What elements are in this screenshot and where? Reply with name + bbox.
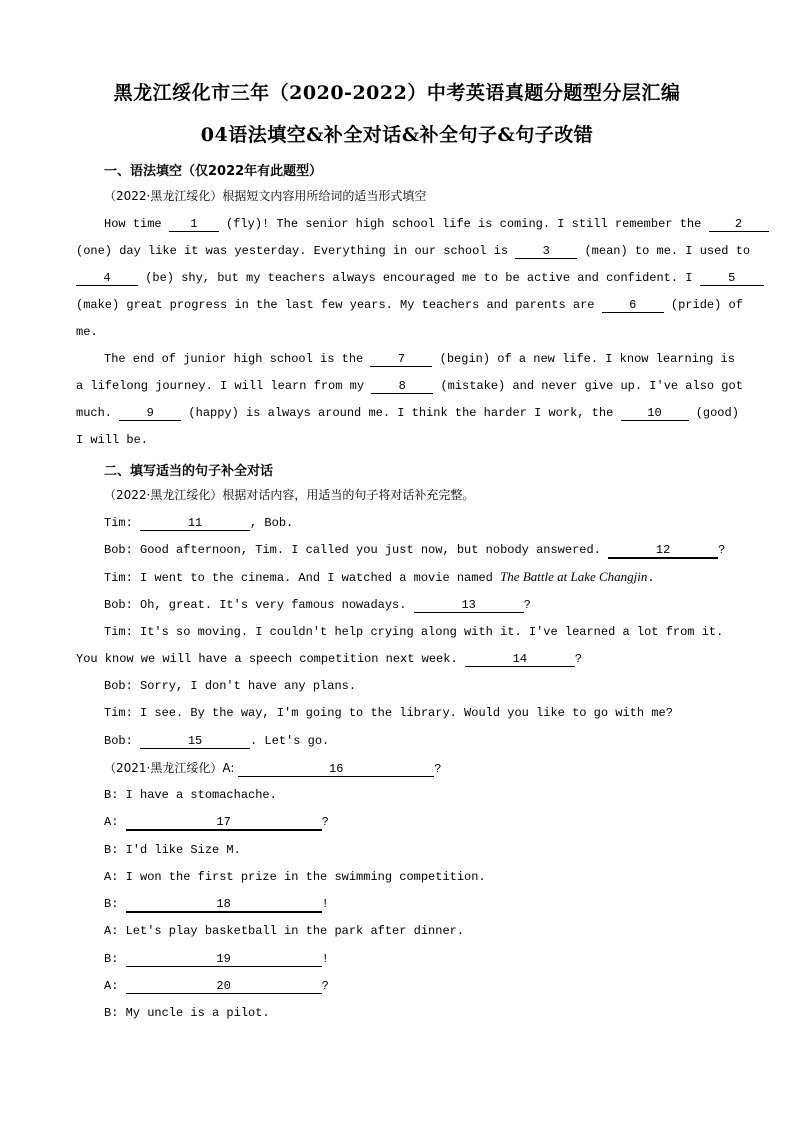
blank-15[interactable]: 15	[140, 735, 250, 749]
dialogue-text: ?	[321, 815, 329, 829]
blank-19[interactable]: 19	[126, 953, 322, 967]
passage-text: (mistake) and never give up. I've also got	[433, 379, 743, 393]
dialogue-text: B:	[104, 952, 126, 966]
passage-line	[76, 378, 743, 394]
passage-text: (happy) is always around me. I think the harder I work, the	[181, 406, 621, 420]
dialogue-text: ?	[718, 543, 726, 557]
dialogue-text: ?	[321, 979, 329, 993]
dialogue-line	[104, 814, 718, 831]
passage-text: (mean) to me. I used to	[577, 244, 751, 258]
dialogue-text: . Let's go.	[250, 734, 330, 748]
blank-20[interactable]: 20	[126, 980, 322, 994]
blank-13[interactable]: 13	[414, 599, 524, 613]
dialogue-text: !	[321, 952, 329, 966]
blank-5[interactable]: 5	[700, 272, 764, 286]
dialogue-line	[104, 951, 718, 967]
passage-text: (pride) of	[663, 298, 743, 312]
dialogue-text: , Bob.	[250, 516, 294, 530]
document-subtitle: 04语法填空&补全对话&补全句子&句子改错	[200, 124, 594, 146]
blank-3[interactable]: 3	[515, 245, 577, 259]
dialogue-line	[76, 651, 718, 667]
dialogue-line	[104, 515, 718, 531]
blank-1[interactable]: 1	[169, 218, 219, 232]
passage-text: much.	[76, 406, 120, 420]
dialogue-line: A: I won the first prize in the swimming competition.	[104, 870, 486, 884]
blank-10[interactable]: 10	[621, 407, 689, 421]
question-source: （2022·黑龙江绥化）根据对话内容，用适当的句子将对话补充完整。	[104, 488, 475, 502]
passage-text: (one) day like it was yesterday. Everything in our school is	[76, 244, 516, 258]
passage-text: (begin) of a new life. I know learning is	[432, 352, 735, 366]
blank-9[interactable]: 9	[119, 407, 181, 421]
blank-6[interactable]: 6	[602, 299, 664, 313]
movie-title: The Battle at Lake Changjin	[500, 569, 648, 584]
dialogue-line: B: I have a stomachache.	[104, 788, 277, 802]
blank-16[interactable]: 16	[238, 763, 434, 777]
dialogue-line	[104, 978, 718, 994]
dialogue-text: Tim: I went to the cinema. And I watched a movie named	[104, 571, 501, 585]
passage-text: (good)	[688, 406, 739, 420]
section-heading-dialogue: 二、填写适当的句子补全对话	[104, 464, 274, 479]
dialogue-line: A: Let's play basketball in the park after dinner.	[104, 924, 465, 938]
blank-11[interactable]: 11	[140, 517, 250, 531]
passage-line	[76, 270, 736, 286]
passage-line	[76, 243, 751, 259]
question-source: （2022·黑龙江绥化）根据短文内容用所给词的适当形式填空	[104, 189, 427, 203]
dialogue-line: B: I'd like Size M.	[104, 843, 241, 857]
blank-14[interactable]: 14	[465, 653, 575, 667]
passage-line	[76, 297, 743, 313]
dialogue-line	[104, 896, 718, 913]
dialogue-text: A:	[104, 815, 126, 829]
dialogue-text: ?	[574, 652, 583, 666]
passage-line	[104, 216, 743, 232]
passage-line	[76, 405, 739, 421]
blank-2[interactable]: 2	[709, 218, 769, 232]
passage-line	[104, 351, 735, 367]
dialogue-text: A:	[104, 979, 126, 993]
dialogue-line	[104, 597, 718, 613]
dialogue-text: !	[321, 897, 329, 911]
dialogue-line	[104, 542, 726, 559]
dialogue-text: Bob: Good afternoon, Tim. I called you just now, but nobody answered.	[104, 543, 609, 557]
passage-text: (make) great progress in the last few years. My teachers and parents are	[76, 298, 602, 312]
passage-text: (be) shy, but my teachers always encouraged me to be active and confident. I	[138, 271, 700, 285]
passage-text: (fly)! The senior high school life is coming. I still remember the	[218, 217, 709, 231]
blank-8[interactable]: 8	[371, 380, 433, 394]
dialogue-text: You know we will have a speech competition next week.	[76, 652, 465, 666]
passage-text: a lifelong journey. I will learn from my	[76, 379, 372, 393]
passage-line: I will be.	[76, 433, 149, 447]
passage-text: The end of junior high school is the	[104, 352, 371, 366]
dialogue-text: Bob:	[104, 734, 141, 748]
dialogue-text: Bob: Oh, great. It's very famous nowadays.	[104, 598, 414, 612]
dialogue-text: ?	[434, 762, 442, 776]
blank-7[interactable]: 7	[370, 353, 432, 367]
question-source: （2021·黑龙江绥化）A:	[104, 761, 239, 775]
dialogue-line	[104, 733, 718, 749]
section-heading-grammar: 一、语法填空（仅2022年有此题型）	[104, 164, 323, 179]
dialogue-text: B:	[104, 897, 126, 911]
dialogue-line	[104, 569, 718, 586]
passage-text: How time	[104, 217, 169, 231]
passage-line: me.	[76, 325, 98, 339]
dialogue-text: ?	[523, 598, 531, 612]
blank-17[interactable]: 17	[126, 816, 322, 831]
dialogue-line: Bob: Sorry, I don't have any plans.	[104, 679, 357, 693]
dialogue-line: Tim: It's so moving. I couldn't help crying along with it. I've learned a lot from it.	[104, 625, 724, 639]
blank-4[interactable]: 4	[76, 272, 138, 286]
dialogue-text: .	[647, 571, 655, 585]
dialogue-text: Tim:	[104, 516, 141, 530]
dialogue-line: B: My uncle is a pilot.	[104, 1006, 270, 1020]
blank-18[interactable]: 18	[126, 898, 322, 913]
document-title: 黑龙江绥化市三年（2020-2022）中考英语真题分题型分层汇编	[113, 82, 681, 104]
blank-12[interactable]: 12	[608, 544, 718, 559]
dialogue-line: Tim: I see. By the way, I'm going to the library. Would you like to go with me?	[104, 706, 673, 720]
dialogue-line	[104, 760, 718, 777]
